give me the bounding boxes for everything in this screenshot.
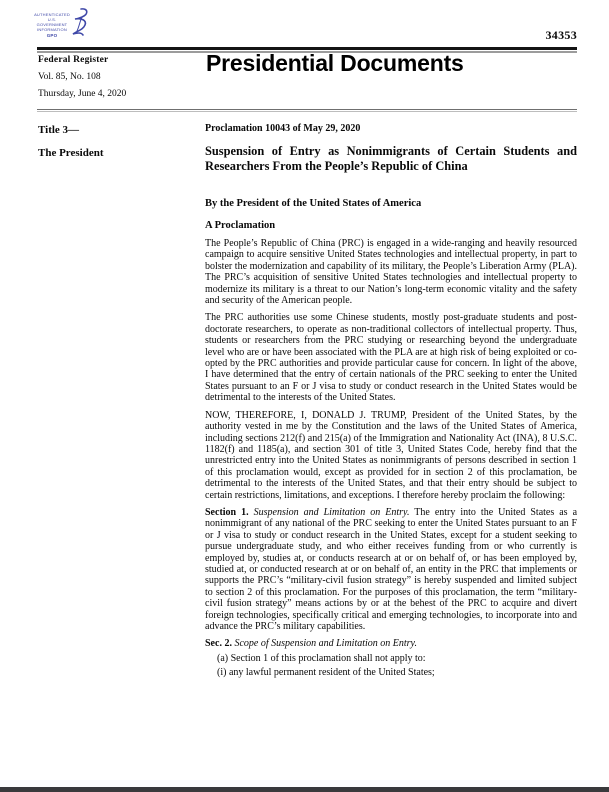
section-1-text: The entry into the United States as a nonimmigrant of any national of the PRC seeking to enter the United States pursuant to an F or J visa to study or conduct research in the United States, except for a student seeking to pursue undergraduate study, and who either receives funding from or who currently is employed by, studies at, or conducts research at or on behalf of, or has been employed by, studied at, or conducted research at or on behalf of, an entity in the PRC that implements or supports the PRC’s “military-civil fusion strategy” is hereby suspended and limited subject to section 2 of this proclamation. For the purposes of this proclamation, the term “military-civil fusion strategy” means actions by or at the behest of the PRC to acquire and divert foreign technologies, specifically critical and emerging technologies, to incorporate into and advance the PRC’s military capabilities.	[205, 506, 578, 632]
paragraph-1: The People’s Republic of China (PRC) is engaged in a wide-ranging and heavily resourced campaign to acquire sensitive United States technologies and intellectual property, in part to bolster the modernization and capability of its military, the People’s Liberation Army (PLA). The PRC’s acquisition of sensitive United States technologies and intellectual property to modernize its military is a threat to our Nation’s long-term economic vitality and the safety and security of the American people.	[205, 238, 577, 307]
title-sidebar	[38, 124, 104, 159]
section-2-title: Scope of Suspension and Limitation on Entry.	[234, 638, 417, 650]
section-1-title: Suspension and Limitation on Entry.	[253, 506, 410, 518]
gpo-logo-text	[34, 12, 70, 38]
viewer-bottom-edge	[0, 787, 609, 792]
masthead-brand: Federal Register	[38, 55, 109, 65]
section-2-item-i: (i) any lawful permanent resident of the United States;	[217, 666, 435, 678]
masthead-date: Thursday, June 4, 2020	[38, 89, 127, 99]
page-number: 34353	[545, 28, 577, 42]
eagle-swoosh-icon	[67, 7, 92, 39]
section-masthead-title: Presidential Documents	[206, 50, 464, 76]
byline: By the President of the United States of America	[205, 198, 422, 209]
masthead-bottom-rule	[37, 109, 577, 112]
rule-light	[37, 111, 577, 112]
section-2-heading	[205, 638, 577, 649]
gpo-logo-abbr: GPO	[46, 33, 58, 38]
document-title: Suspension of Entry as Nonimmigrants of Certain Students and Researchers From the People’s Republic of China	[205, 144, 577, 173]
document-column	[205, 123, 577, 681]
proclamation-number-line: Proclamation 10043 of May 29, 2020	[205, 123, 361, 134]
section-2-label: Sec. 2.	[205, 638, 232, 650]
section-1-label: Section 1.	[205, 506, 249, 518]
masthead	[38, 55, 126, 99]
gpo-logo-line: U.S. GOVERNMENT	[36, 17, 68, 27]
paragraph-3: NOW, THEREFORE, I, DONALD J. TRUMP, President of the United States, by the authority vested in me by the Constitution and the laws of the United States of America, including sections 212(f) and 215(a) of the Immigration and Nationality Act (INA), 8 U.S.C. 1182(f) and 1185(a), and section 301 of title 3, United States Code, hereby find that the unrestricted entry into the United States as nonimmigrants of persons described in section 1 of this proclamation would, except as provided for in section 2 of this proclamation, be detrimental to the interests of the United States, and that their entry should be subject to certain restrictions, limitations, and exceptions. I therefore hereby proclaim the following:	[205, 409, 577, 501]
sidebar-title-3: Title 3—	[38, 124, 80, 136]
gpo-logo-line: INFORMATION	[37, 27, 67, 32]
section-2-item-a: (a) Section 1 of this proclamation shall not apply to:	[217, 652, 426, 664]
masthead-volume: Vol. 85, No. 108	[38, 72, 101, 82]
proclamation-subheading: A Proclamation	[205, 220, 276, 231]
gpo-authenticated-logo	[34, 7, 92, 39]
section-1-paragraph	[205, 507, 577, 632]
gpo-logo-line: AUTHENTICATED	[34, 12, 70, 17]
paragraph-2: The PRC authorities use some Chinese students, mostly post-graduate students and post-doctorate researchers, to operate as non-traditional collectors of intellectual property. Thus, students or researchers from the PRC studying or researching beyond the undergraduate level who are or have been associated with the PLA are at high risk of being exploited or co-opted by the PRC authorities and provide particular cause for concern. In light of the above, I have determined that the entry of certain nationals of the PRC seeking to enter the United States pursuant to an F or J visa to study or conduct research in the United States would be detrimental to the interests of the United States.	[205, 312, 577, 404]
sidebar-the-president: The President	[38, 147, 104, 159]
rule-dark	[37, 109, 577, 110]
